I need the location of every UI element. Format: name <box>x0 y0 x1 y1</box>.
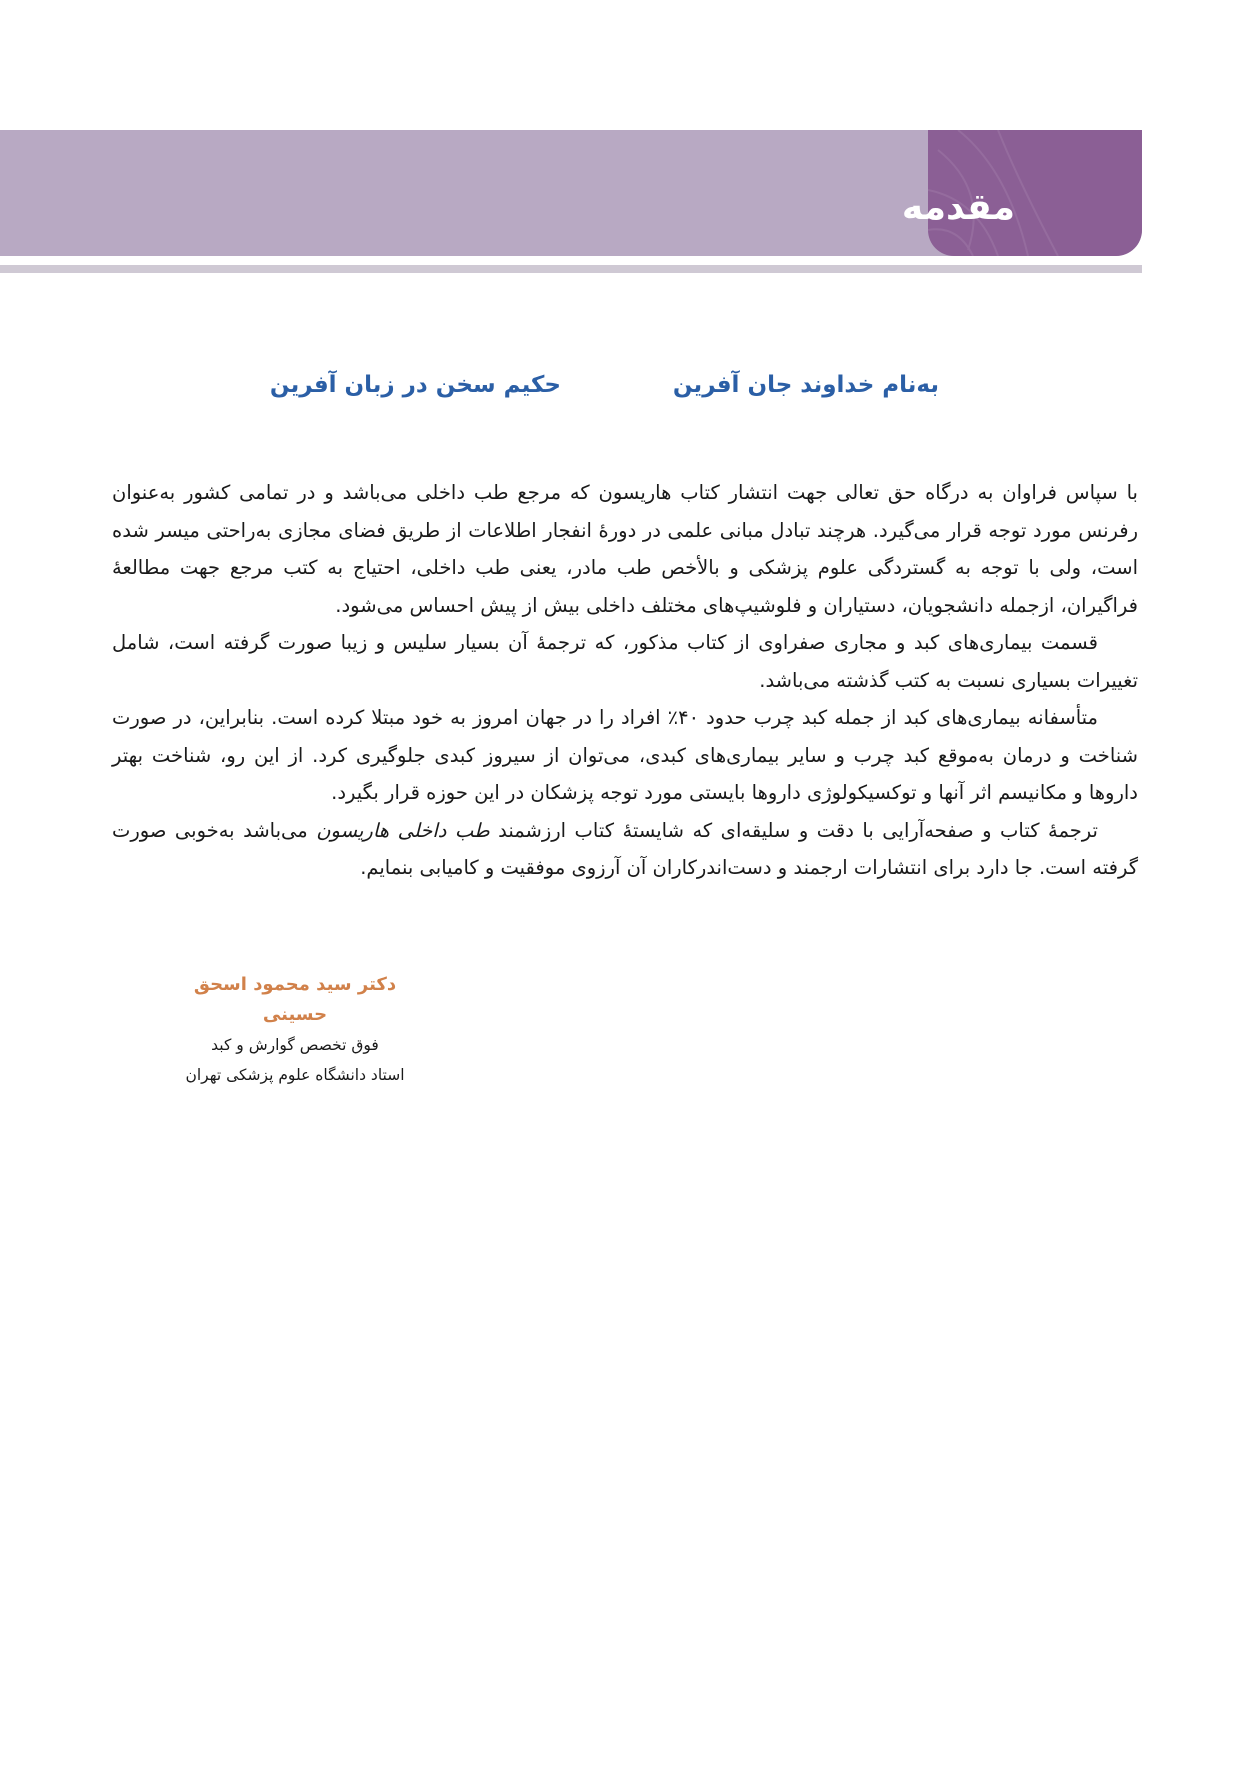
paragraph-4-start: ترجمهٔ کتاب و صفحه‌آرایی با دقت و سلیقه‌ای که شایستهٔ کتاب ارزشمند <box>489 818 1098 842</box>
paragraph-4-end: می‌باشد به‌خوبی صورت گرفته است. جا دارد برای انتشارات ارجمند و دست‌اندرکاران آن آرزوی موفقیت و کامیابی بنمایم. <box>112 818 1138 879</box>
basmala-line-2: حکیم سخن در زبان آفرین <box>269 372 561 398</box>
author-name: دکتر سید محمود اسحق حسینی <box>193 974 397 1025</box>
paragraph-4 <box>112 812 1138 887</box>
preface-body <box>112 474 1138 887</box>
author-affiliation: استاد دانشگاه علوم پزشکی تهران <box>185 1066 405 1084</box>
paragraph-2: قسمت بیماری‌های کبد و مجاری صفراوی از کتاب مذکور، که ترجمهٔ آن بسیار سلیس و زیبا صورت گرفته است، شامل تغییرات بسیاری نسبت به کتب گذشته می‌باشد. <box>112 631 1138 692</box>
paragraph-1: با سپاس فراوان به درگاه حق تعالی جهت انتشار کتاب هاریسون که مرجع طب داخلی می‌باشد و در تمامی کشور به‌عنوان رفرنس مورد توجه قرار می‌گیرد. هرچند تبادل مبانی علمی در دورهٔ انفجار اطلاعات از طریق فضای مجازی به‌راحتی میسر شده است، ولی با توجه به گستردگی علوم پزشکی و بالأخص طب مادر، یعنی طب داخلی، احتیاج به کتب مرجع جهت مطالعهٔ فراگیران، ازجمله دانشجویان، دستیاران و فلوشیپ‌های مختلف داخلی بیش از پیش احساس می‌شود. <box>112 481 1138 617</box>
book-title: طب داخلی هاریسون <box>316 818 490 842</box>
author-specialty: فوق تخصص گوارش و کبد <box>211 1036 379 1054</box>
basmala-line-1: به‌نام خداوند جان آفرین <box>672 372 939 398</box>
signature-block <box>165 970 425 1090</box>
header-divider <box>0 265 1142 273</box>
page-title: مقدمه <box>901 187 1015 228</box>
paragraph-3: متأسفانه بیماری‌های کبد از جمله کبد چرب حدود ۴۰٪ افراد را در جهان امروز به خود مبتلا کرده است. بنابراین، در صورت شناخت و درمان به‌موقع کبد چرب و سایر بیماری‌های کبدی، می‌توان از سیروز کبدی جلوگیری کرد. از این رو، شناخت بهتر داروها و مکانیسم اثر آنها و توکسیکولوژی داروها بایستی مورد توجه پزشکان در این حوزه قرار بگیرد. <box>112 706 1138 804</box>
